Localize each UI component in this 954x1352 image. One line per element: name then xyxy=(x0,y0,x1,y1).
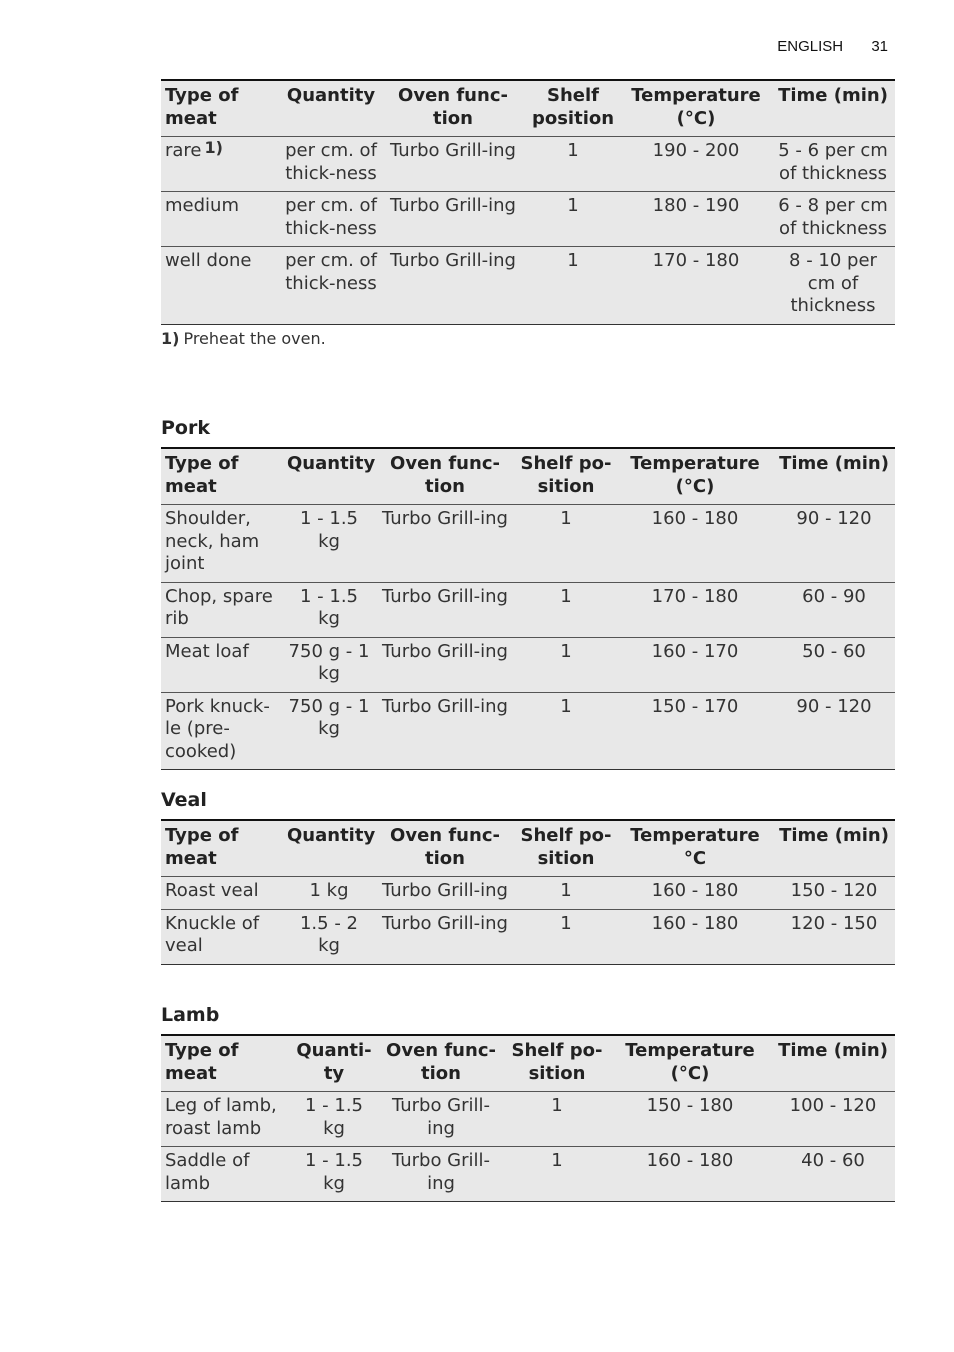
shelf-position-cell xyxy=(505,1092,609,1147)
column-header: Temperature (°C) xyxy=(617,448,773,505)
time-cell xyxy=(773,637,895,692)
cell-text: Knuckle of veal xyxy=(165,912,260,956)
time-cell xyxy=(773,877,895,910)
table-body xyxy=(161,137,895,325)
cell-text: medium xyxy=(165,195,239,216)
oven-function-cell xyxy=(375,909,515,964)
quantity-cell xyxy=(283,877,375,910)
page-header xyxy=(777,38,888,55)
cell-text: Pork knuck-le (pre-cooked) xyxy=(165,695,270,762)
cell-text: 1 - 1.5 kg xyxy=(299,585,359,629)
time-cell xyxy=(771,1092,895,1147)
cell-text: 1 xyxy=(560,695,572,717)
cell-text: 160 - 180 xyxy=(646,1150,734,1171)
beef-table xyxy=(161,79,895,325)
cell-text: 160 - 180 xyxy=(651,880,739,901)
cell-text: Turbo Grill-ing xyxy=(391,1150,491,1194)
cell-text: 1 kg xyxy=(309,880,349,901)
column-header: Shelf po-sition xyxy=(505,1035,609,1092)
column-header: Shelf po-sition xyxy=(515,448,617,505)
table-header-row xyxy=(161,820,895,877)
cell-text: 8 - 10 per cm of thickness xyxy=(789,250,877,316)
column-header: Temperature (°C) xyxy=(621,80,771,137)
table-row xyxy=(161,192,895,247)
cell-text: 1 - 1.5 kg xyxy=(304,1095,364,1139)
cell-text: Turbo Grill-ing xyxy=(382,508,508,529)
type-of-meat-cell xyxy=(161,1092,291,1147)
footnote xyxy=(161,325,895,348)
temperature-cell xyxy=(617,909,773,964)
column-header: Oven func-tion xyxy=(375,448,515,505)
cell-text: well done xyxy=(165,250,252,271)
shelf-position-cell xyxy=(515,637,617,692)
temperature-cell xyxy=(617,582,773,637)
cell-text: 1 xyxy=(560,508,572,529)
column-header: Time (min) xyxy=(773,448,895,505)
cell-text: per cm. of thick-ness xyxy=(285,195,377,239)
table-row xyxy=(161,505,895,583)
cell-text: 180 - 190 xyxy=(652,195,740,216)
column-header: Time (min) xyxy=(771,80,895,137)
cell-text: 1 - 1.5 kg xyxy=(299,508,359,552)
table-row xyxy=(161,582,895,637)
cell-text: 1 xyxy=(560,640,572,662)
column-header: Quantity xyxy=(283,448,375,505)
cell-text: 120 - 150 xyxy=(790,912,878,934)
table-row xyxy=(161,1092,895,1147)
cell-text: 190 - 200 xyxy=(652,140,740,161)
oven-function-cell xyxy=(375,877,515,910)
lamb-section xyxy=(161,1002,895,1202)
shelf-position-cell xyxy=(525,192,621,247)
table-row xyxy=(161,247,895,325)
time-cell xyxy=(771,247,895,325)
shelf-position-cell xyxy=(525,247,621,325)
lamb-table xyxy=(161,1034,895,1202)
cell-text: 1 xyxy=(567,250,579,271)
quantity-cell xyxy=(283,582,375,637)
time-cell xyxy=(773,909,895,964)
cell-text: 150 - 170 xyxy=(651,695,739,717)
time-cell xyxy=(773,582,895,637)
column-header: Time (min) xyxy=(773,820,895,877)
language-label: ENGLISH xyxy=(777,38,844,55)
cell-text: 40 - 60 xyxy=(801,1150,865,1171)
type-of-meat-cell xyxy=(161,637,283,692)
column-header: Oven func-tion xyxy=(381,80,525,137)
cell-text: 160 - 180 xyxy=(651,912,739,934)
shelf-position-cell xyxy=(515,909,617,964)
type-of-meat-cell xyxy=(161,692,283,770)
shelf-position-cell xyxy=(515,877,617,910)
beef-section xyxy=(161,79,895,348)
cell-text: Turbo Grill-ing xyxy=(390,140,516,161)
oven-function-cell xyxy=(377,1147,505,1202)
table-row xyxy=(161,637,895,692)
column-header: Temperature °C xyxy=(617,820,773,877)
temperature-cell xyxy=(621,247,771,325)
column-header: Type of meat xyxy=(161,1035,291,1092)
temperature-cell xyxy=(617,692,773,770)
cell-text: 6 - 8 per cm of thickness xyxy=(778,195,888,239)
cell-text: 1 xyxy=(567,140,579,161)
cell-text: Turbo Grill-ing xyxy=(382,912,508,934)
table-body xyxy=(161,1092,895,1202)
temperature-cell xyxy=(617,637,773,692)
type-of-meat-cell xyxy=(161,137,281,192)
temperature-cell xyxy=(609,1092,771,1147)
cell-text: Turbo Grill-ing xyxy=(382,695,508,717)
cell-text: Shoulder, neck, ham joint xyxy=(165,508,260,574)
table-row xyxy=(161,137,895,192)
shelf-position-cell xyxy=(515,582,617,637)
shelf-position-cell xyxy=(525,137,621,192)
time-cell xyxy=(773,692,895,770)
cell-text: 1 xyxy=(560,880,572,901)
cell-text: 1 xyxy=(560,912,572,934)
quantity-cell xyxy=(281,137,381,192)
oven-function-cell xyxy=(381,137,525,192)
column-header: Quantity xyxy=(283,820,375,877)
cell-text: Turbo Grill-ing xyxy=(391,1095,491,1139)
column-header: Oven func-tion xyxy=(375,820,515,877)
table-row xyxy=(161,692,895,770)
quantity-cell xyxy=(291,1147,377,1202)
quantity-cell xyxy=(283,692,375,770)
oven-function-cell xyxy=(375,637,515,692)
table-row xyxy=(161,909,895,964)
cell-text: rare xyxy=(165,140,202,161)
cell-text: 150 - 180 xyxy=(646,1095,734,1116)
shelf-position-cell xyxy=(515,505,617,583)
cell-text: 160 - 180 xyxy=(651,508,739,529)
oven-function-cell xyxy=(375,692,515,770)
section-title-veal: Veal xyxy=(161,789,207,811)
cell-text: Turbo Grill-ing xyxy=(382,640,508,662)
oven-function-cell xyxy=(381,192,525,247)
temperature-cell xyxy=(617,877,773,910)
quantity-cell xyxy=(283,505,375,583)
pork-section xyxy=(161,415,895,770)
cell-text: 170 - 180 xyxy=(651,585,739,607)
cell-text: 150 - 120 xyxy=(790,880,878,901)
time-cell xyxy=(771,137,895,192)
quantity-cell xyxy=(281,247,381,325)
column-header: Temperature (°C) xyxy=(609,1035,771,1092)
cell-text: 50 - 60 xyxy=(802,640,866,662)
temperature-cell xyxy=(617,505,773,583)
section-title-pork: Pork xyxy=(161,417,210,439)
section-title-lamb: Lamb xyxy=(161,1004,220,1026)
type-of-meat-cell xyxy=(161,192,281,247)
type-of-meat-cell xyxy=(161,877,283,910)
veal-section xyxy=(161,787,895,965)
cell-text: 1 - 1.5 kg xyxy=(304,1150,364,1194)
cell-text: 1 xyxy=(560,585,572,607)
oven-function-cell xyxy=(375,582,515,637)
column-header: Shelf position xyxy=(525,80,621,137)
table-header-row xyxy=(161,80,895,137)
cell-text: per cm. of thick-ness xyxy=(285,250,377,294)
oven-function-cell xyxy=(377,1092,505,1147)
column-header: Time (min) xyxy=(771,1035,895,1092)
quantity-cell xyxy=(283,909,375,964)
table-row xyxy=(161,1147,895,1202)
column-header: Shelf po-sition xyxy=(515,820,617,877)
type-of-meat-cell xyxy=(161,247,281,325)
quantity-cell xyxy=(281,192,381,247)
shelf-position-cell xyxy=(515,692,617,770)
cell-text: Leg of lamb, roast lamb xyxy=(165,1095,277,1139)
footnote-text: Preheat the oven. xyxy=(183,328,326,348)
cell-text: 5 - 6 per cm of thickness xyxy=(778,140,888,184)
cell-text: 90 - 120 xyxy=(796,695,872,717)
column-header: Type of meat xyxy=(161,80,281,137)
cell-text: 60 - 90 xyxy=(802,585,866,607)
quantity-cell xyxy=(283,637,375,692)
footnote-reference: 1) xyxy=(204,138,223,157)
column-header: Quanti-ty xyxy=(291,1035,377,1092)
cell-text: Turbo Grill-ing xyxy=(382,880,508,901)
table-body xyxy=(161,505,895,770)
cell-text: 750 g - 1 kg xyxy=(288,695,370,739)
type-of-meat-cell xyxy=(161,582,283,637)
cell-text: Meat loaf xyxy=(165,640,249,662)
cell-text: 100 - 120 xyxy=(789,1095,877,1116)
cell-text: 1.5 - 2 kg xyxy=(299,912,359,956)
type-of-meat-cell xyxy=(161,1147,291,1202)
pork-table xyxy=(161,447,895,770)
cell-text: Turbo Grill-ing xyxy=(382,585,508,607)
time-cell xyxy=(771,1147,895,1202)
quantity-cell xyxy=(291,1092,377,1147)
page-number: 31 xyxy=(871,38,888,55)
column-header: Quantity xyxy=(281,80,381,137)
time-cell xyxy=(773,505,895,583)
cell-text: 170 - 180 xyxy=(652,250,740,271)
cell-text: Chop, spare rib xyxy=(165,585,273,629)
table-header-row xyxy=(161,1035,895,1092)
footnote-mark: 1) xyxy=(161,328,180,348)
cell-text: 160 - 170 xyxy=(651,640,739,662)
table-body xyxy=(161,877,895,965)
cell-text: Turbo Grill-ing xyxy=(390,195,516,216)
cell-text: Roast veal xyxy=(165,880,259,901)
type-of-meat-cell xyxy=(161,909,283,964)
table-row xyxy=(161,877,895,910)
oven-function-cell xyxy=(375,505,515,583)
temperature-cell xyxy=(621,137,771,192)
cell-text: Saddle of lamb xyxy=(165,1150,250,1194)
veal-table xyxy=(161,819,895,965)
type-of-meat-cell xyxy=(161,505,283,583)
cell-text: 90 - 120 xyxy=(796,508,872,529)
cell-text: 1 xyxy=(551,1095,563,1116)
cell-text: 1 xyxy=(567,195,579,216)
temperature-cell xyxy=(621,192,771,247)
cell-text: 1 xyxy=(551,1150,563,1171)
column-header: Oven func-tion xyxy=(377,1035,505,1092)
cell-text: 750 g - 1 kg xyxy=(288,640,370,684)
column-header: Type of meat xyxy=(161,448,283,505)
temperature-cell xyxy=(609,1147,771,1202)
cell-text: per cm. of thick-ness xyxy=(285,140,377,184)
cell-text: Turbo Grill-ing xyxy=(390,250,516,271)
shelf-position-cell xyxy=(505,1147,609,1202)
oven-function-cell xyxy=(381,247,525,325)
column-header: Type of meat xyxy=(161,820,283,877)
time-cell xyxy=(771,192,895,247)
table-header-row xyxy=(161,448,895,505)
